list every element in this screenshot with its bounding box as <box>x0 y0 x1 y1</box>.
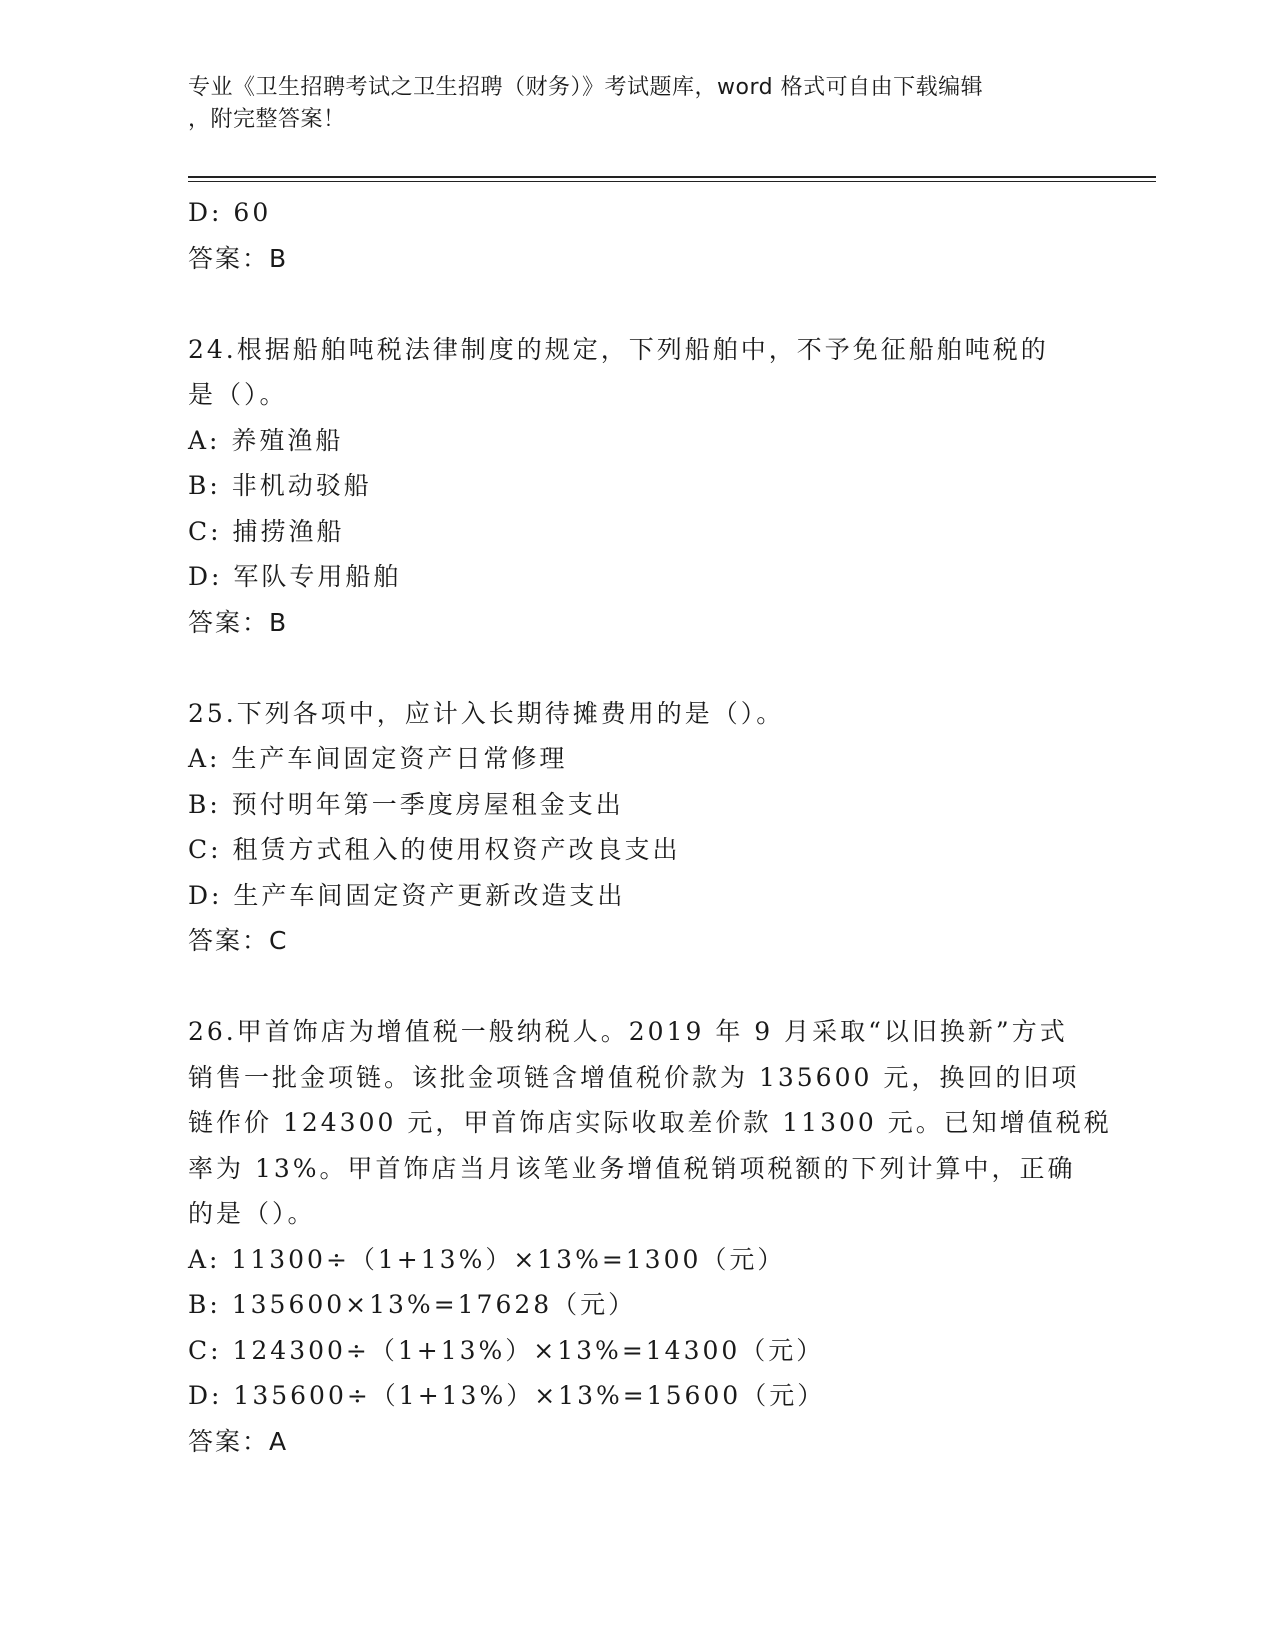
question-25 <box>188 691 1088 964</box>
header-line-2: ，附完整答案！ <box>188 107 346 132</box>
question-stem: 24.根据船舶吨税法律制度的规定，下列船舶中，不予免征船舶吨税的 <box>188 334 1049 364</box>
spacer <box>188 645 1088 691</box>
question-stem: 26.甲首饰店为增值税一般纳税人。2019 年 9 月采取“以旧换新”方式 <box>188 1017 1068 1046</box>
header-line-1: 专业《卫生招聘考试之卫生招聘（财务）》考试题库，word 格式可自由下载编辑 <box>188 75 984 100</box>
question-23-tail <box>188 190 1088 281</box>
option-d: D: 生产车间固定资产更新改造支出 <box>188 880 626 910</box>
option-b: B: 非机动驳船 <box>188 471 372 500</box>
spacer <box>188 281 1088 327</box>
answer-line: 答案：C <box>188 926 289 955</box>
option-a: A: 11300÷（1+13%）×13%=1300（元） <box>188 1244 786 1274</box>
option-b: B: 预付明年第一季度房屋租金支出 <box>188 789 624 819</box>
question-stem: 链作价 124300 元，甲首饰店实际收取差价款 11300 元。已知增值税税 <box>188 1108 1112 1137</box>
question-stem: 率为 13%。甲首饰店当月该笔业务增值税销项税额的下列计算中，正确 <box>188 1153 1076 1183</box>
option-d: D: 军队专用船舶 <box>188 562 402 591</box>
header-divider-thick <box>188 176 1156 178</box>
option-a: A: 生产车间固定资产日常修理 <box>188 744 568 773</box>
answer-line: 答案：A <box>188 1426 289 1456</box>
answer-line: 答案：B <box>188 607 289 637</box>
option-c: C: 租赁方式租入的使用权资产改良支出 <box>188 835 681 864</box>
spacer <box>188 964 1088 1010</box>
question-list <box>188 190 1112 1464</box>
document-header <box>188 72 1088 136</box>
question-24 <box>188 327 1088 646</box>
question-stem: 销售一批金项链。该批金项链含增值税价款为 135600 元，换回的旧项 <box>188 1062 1080 1092</box>
option-d: D: 135600÷（1+13%）×13%=15600（元） <box>188 1381 826 1410</box>
option-d: D: 60 <box>188 198 272 227</box>
option-c: C: 捕捞渔船 <box>188 516 345 546</box>
option-c: C: 124300÷（1+13%）×13%=14300（元） <box>188 1335 825 1365</box>
option-a: A: 养殖渔船 <box>188 425 344 455</box>
header-divider-thin <box>188 181 1156 182</box>
question-stem: 是（）。 <box>188 380 288 409</box>
option-b: B: 135600×13%=17628（元） <box>188 1290 637 1319</box>
question-stem: 25.下列各项中，应计入长期待摊费用的是（）。 <box>188 698 785 728</box>
question-stem: 的是（）。 <box>188 1199 316 1228</box>
question-26 <box>188 1009 1112 1464</box>
answer-line: 答案：B <box>188 243 289 273</box>
